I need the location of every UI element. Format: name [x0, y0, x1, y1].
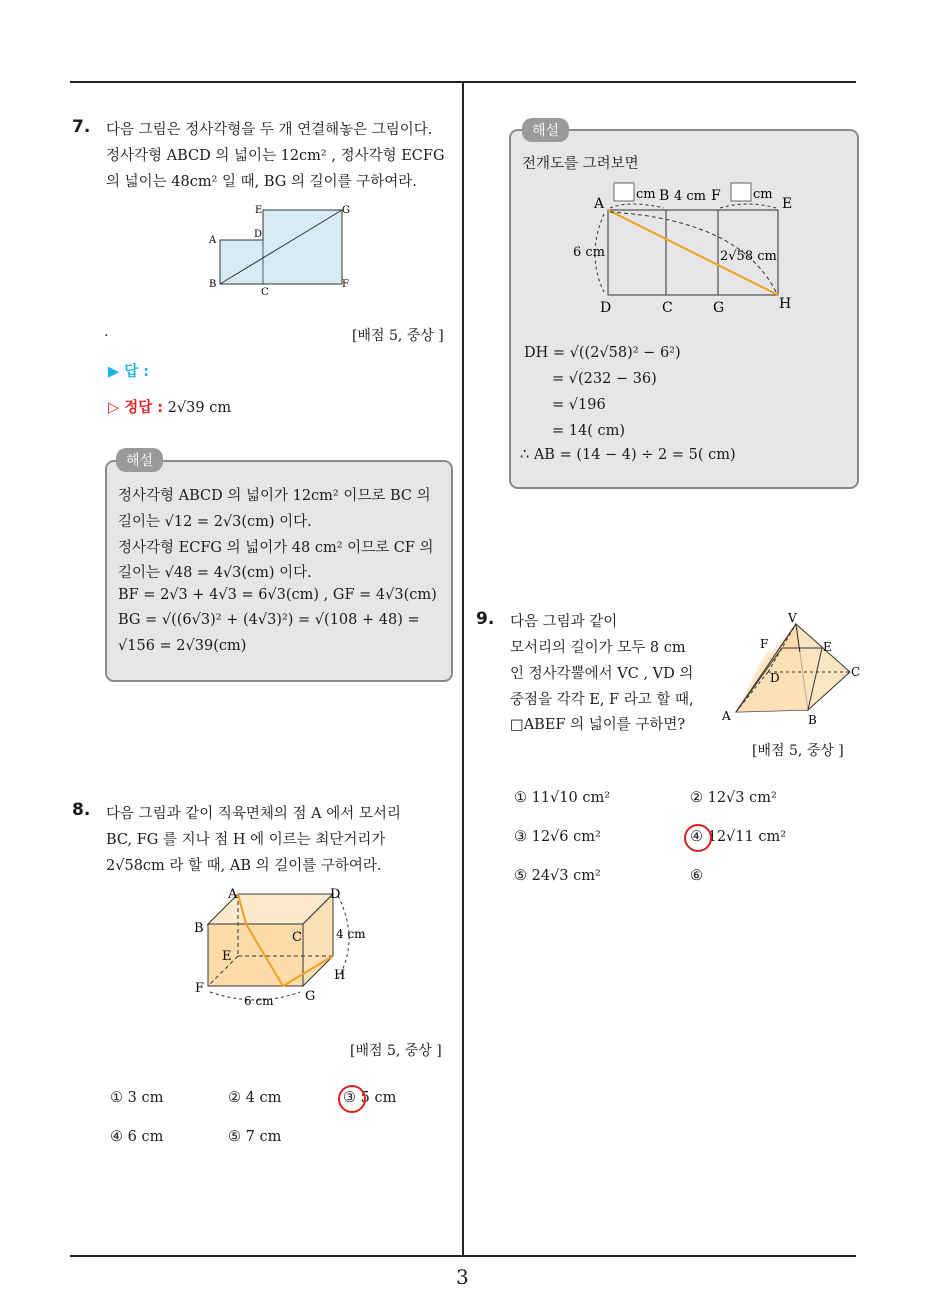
fig-label-cm2: cm: [753, 187, 773, 202]
q7-answer-label: ▶ 답 :: [108, 364, 150, 380]
fig-label-D: D: [330, 887, 341, 902]
fig-label-D: D: [600, 300, 612, 315]
pyramid-figure: [718, 612, 863, 730]
sol-line: 정사각형 ECFG 의 넓이가 48 cm² 이므로 CF 의: [118, 540, 434, 556]
sol-line: 길이는 √48 = 4√3(cm) 이다.: [118, 565, 312, 581]
q8-choice-2[interactable]: ② 4 cm: [228, 1090, 282, 1106]
q8-choice-1[interactable]: ① 3 cm: [110, 1090, 164, 1106]
q7-correct: [108, 396, 231, 417]
q7-solution-tag: 해설: [116, 448, 163, 472]
q8-figure: [188, 884, 378, 1014]
fig-label-D: D: [254, 229, 263, 240]
fig-label-C: C: [851, 665, 861, 679]
q7-figure: [205, 200, 365, 295]
q7-number: 7.: [72, 117, 91, 137]
fig-label-B: B: [659, 188, 670, 204]
q9-choice-1[interactable]: ① 11√10 cm²: [514, 790, 611, 806]
q9-text-line: 다음 그림과 같이: [510, 614, 618, 630]
fig-label-E: E: [782, 196, 793, 212]
selected-answer-circle: [338, 1085, 366, 1113]
fig-label-F: F: [195, 981, 205, 996]
sol-line: BF = 2√3 + 4√3 = 6√3(cm) , GF = 4√3(cm): [118, 587, 437, 603]
fig-label-D: D: [770, 671, 780, 685]
fig-label-A: A: [209, 235, 217, 246]
fig-label-C: C: [292, 930, 302, 945]
sol-line: BG = √((6√3)² + (4√3)²) = √(108 + 48) =: [118, 612, 420, 628]
q9-choice-3[interactable]: ③ 12√6 cm²: [514, 829, 601, 845]
fig-label-E: E: [222, 949, 232, 964]
page-number: 3: [456, 1265, 469, 1289]
fig-label-A: A: [722, 709, 731, 723]
sol8-intro: 전개도를 그려보면: [522, 156, 639, 172]
sol8-line: ∴ AB = (14 − 4) ÷ 2 = 5( cm): [520, 447, 736, 463]
fig-label-C: C: [261, 287, 269, 295]
fig-label-E: E: [255, 205, 263, 216]
column-divider: [462, 81, 464, 1257]
q7-score: [배점 5, 중상 ]: [352, 328, 444, 344]
q9-choice-2[interactable]: ② 12√3 cm²: [690, 790, 777, 806]
fig-label-G: G: [305, 989, 316, 1004]
q9-text-line: 모서리의 길이가 모두 8 cm: [510, 640, 686, 656]
fig-label-cm1: cm: [636, 187, 656, 202]
fig-label-mid: 4 cm: [674, 189, 707, 204]
fig-label-B: B: [209, 279, 217, 290]
bottom-rule: [70, 1255, 856, 1257]
fig-label-G: G: [342, 205, 350, 216]
q7-dot: .: [104, 324, 109, 340]
correct-label: ▷ 정답 :: [108, 400, 164, 416]
fig-label-C: C: [662, 300, 673, 315]
q9-text-line: 중점을 각각 E, F 라고 할 때,: [510, 692, 694, 708]
q9-text-line: 인 정사각뿔에서 VC , VD 의: [510, 666, 694, 682]
q8-text-line: BC, FG 를 지나 점 H 에 이르는 최단거리가: [106, 832, 386, 848]
fig-label-len1: 4 cm: [336, 927, 366, 941]
fig-label-len2: 6 cm: [244, 994, 274, 1008]
fig-label-H: H: [779, 296, 792, 312]
fig-label-F: F: [760, 637, 769, 651]
sol-line: 길이는 √12 = 2√3(cm) 이다.: [118, 514, 312, 530]
fig-label-V: V: [788, 612, 797, 625]
fig-label-B: B: [194, 921, 204, 936]
sol8-line: = √196: [552, 397, 606, 413]
fig-label-A: A: [228, 887, 238, 902]
q8-text-line: 2√58cm 라 할 때, AB 의 길이를 구하여라.: [106, 858, 382, 874]
sol8-line: DH = √((2√58)² − 6²): [524, 345, 681, 361]
fig-label-A: A: [594, 196, 605, 212]
correct-value: 2√39 cm: [167, 400, 232, 416]
fig-label-side: 6 cm: [573, 245, 606, 260]
q7-text-line: 의 넓이는 48cm² 일 때, BG 의 길이를 구하여라.: [106, 174, 417, 190]
fig-label-F: F: [711, 188, 721, 204]
sol8-line: = 14( cm): [552, 423, 626, 439]
q9-text-line: □ABEF 의 넓이를 구하면?: [510, 717, 686, 733]
q9-score: [배점 5, 중상 ]: [752, 743, 844, 759]
q8-choice-3[interactable]: ③ 5 cm: [343, 1090, 397, 1106]
q8-number: 8.: [72, 800, 91, 820]
q7-text-line: 다음 그림은 정사각형을 두 개 연결해놓은 그림이다.: [106, 122, 433, 138]
sol8-line: = √(232 − 36): [552, 371, 657, 387]
q8-choice-4[interactable]: ④ 6 cm: [110, 1129, 164, 1145]
fig-label-G: G: [713, 300, 725, 315]
q8-solution-tag: 해설: [522, 118, 569, 142]
fig-label-diag: 2√58 cm: [720, 249, 777, 264]
q9-choice-5[interactable]: ⑤ 24√3 cm²: [514, 868, 601, 884]
sol-line: √156 = 2√39(cm): [118, 638, 247, 654]
fig-label-B: B: [808, 713, 817, 727]
q8-score: [배점 5, 중상 ]: [350, 1043, 442, 1059]
q9-number: 9.: [476, 609, 495, 629]
net-figure: [570, 180, 800, 315]
q9-choice-4[interactable]: ④ 12√11 cm²: [690, 829, 787, 845]
q9-choice-6[interactable]: ⑥: [690, 868, 703, 884]
fig-label-E: E: [823, 640, 832, 654]
fig-label-F: F: [342, 279, 349, 290]
q7-text-line: 정사각형 ABCD 의 넓이는 12cm² , 정사각형 ECFG: [106, 148, 445, 164]
q8-choice-5[interactable]: ⑤ 7 cm: [228, 1129, 282, 1145]
selected-answer-circle: [684, 824, 712, 852]
q8-text-line: 다음 그림과 같이 직육면체의 점 A 에서 모서리: [106, 806, 401, 822]
sol-line: 정사각형 ABCD 의 넓이가 12cm² 이므로 BC 의: [118, 488, 431, 504]
fig-label-H: H: [334, 968, 346, 983]
